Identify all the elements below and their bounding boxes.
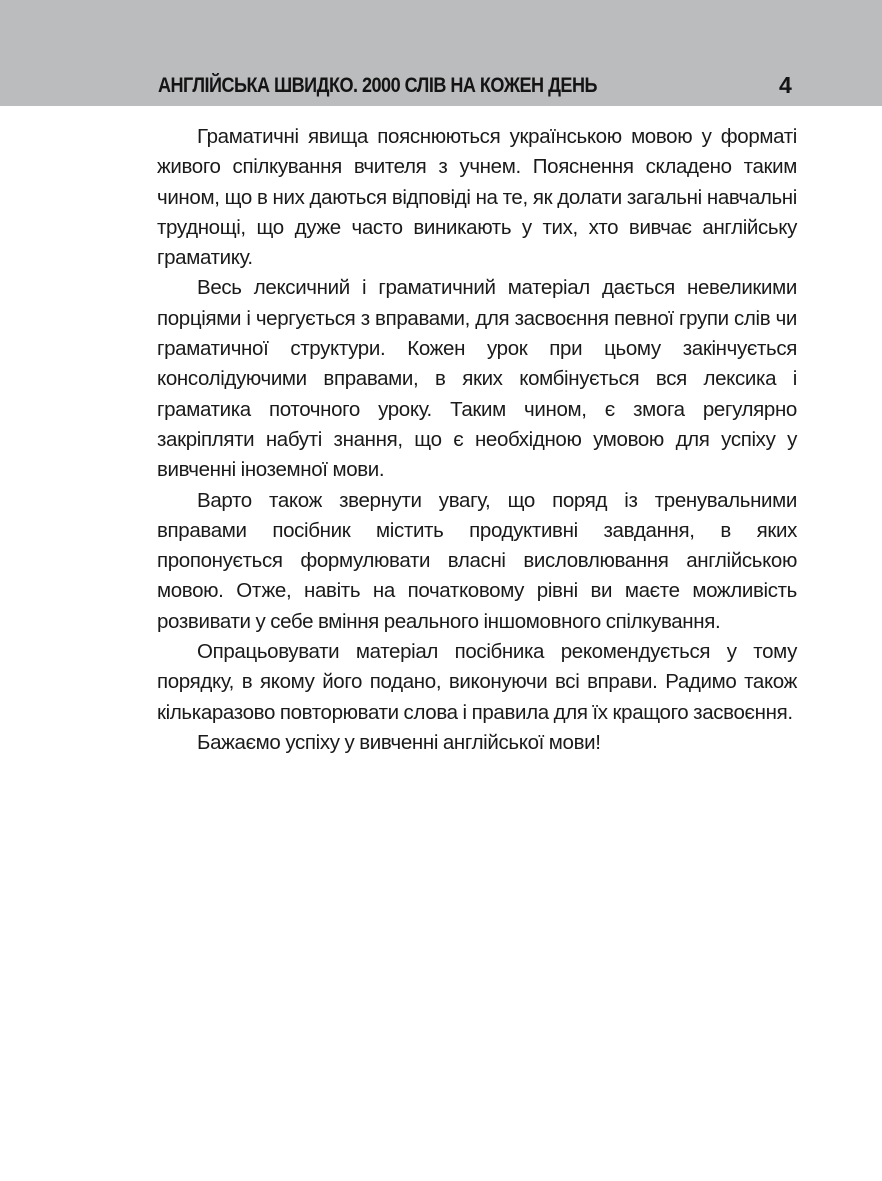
page-number: 4 bbox=[779, 72, 792, 98]
paragraph-lexical-material: Весь лексичний і граматичний матеріал дається невеликими порціями і чергується з вправами, для засвоєння певної групи слів чи граматичної структури. Кожен урок при цьому закінчується консолідуючими вправами, в яких комбінується вся лексика і граматика поточного уроку. Таким чином, є змога регулярно закріпляти набуті знання, що є необхідною умовою для успіху у вивченні іноземної мови. bbox=[157, 276, 797, 482]
paragraph-study-order: Опрацьовувати матеріал посібника рекомендується у тому порядку, в якому його подано, виконуючи всі вправи. Радимо також кількаразово повторювати слова і правила для їх кращого засвоєння. bbox=[157, 640, 797, 724]
paragraph-productive-tasks: Варто також звернути увагу, що поряд із тренувальними вправами посібник містить продуктивні завдання, в яких пропонується формулювати власні висловлювання англійською мовою. Отже, навіть на початковому рівні ви маєте можливість розвивати у себе вміння реального іншомовного спілкування. bbox=[157, 488, 797, 633]
book-title: АНГЛІЙСЬКА ШВИДКО. 2000 СЛІВ НА КОЖЕН ДЕНЬ bbox=[158, 74, 597, 97]
paragraph-grammar-explanation: Граматичні явища пояснюються українською мовою у форматі живого спілкування вчителя з учнем. Пояснення складено таким чином, що в них даються відповіді на те, як долати загальні навчальні труднощі, що дуже часто виникають у тих, хто вивчає англійську граматику. bbox=[157, 125, 797, 270]
paragraph-closing-wish: Бажаємо успіху у вивченні англійської мови! bbox=[197, 730, 601, 754]
page-body bbox=[157, 122, 797, 758]
running-header bbox=[0, 0, 882, 106]
